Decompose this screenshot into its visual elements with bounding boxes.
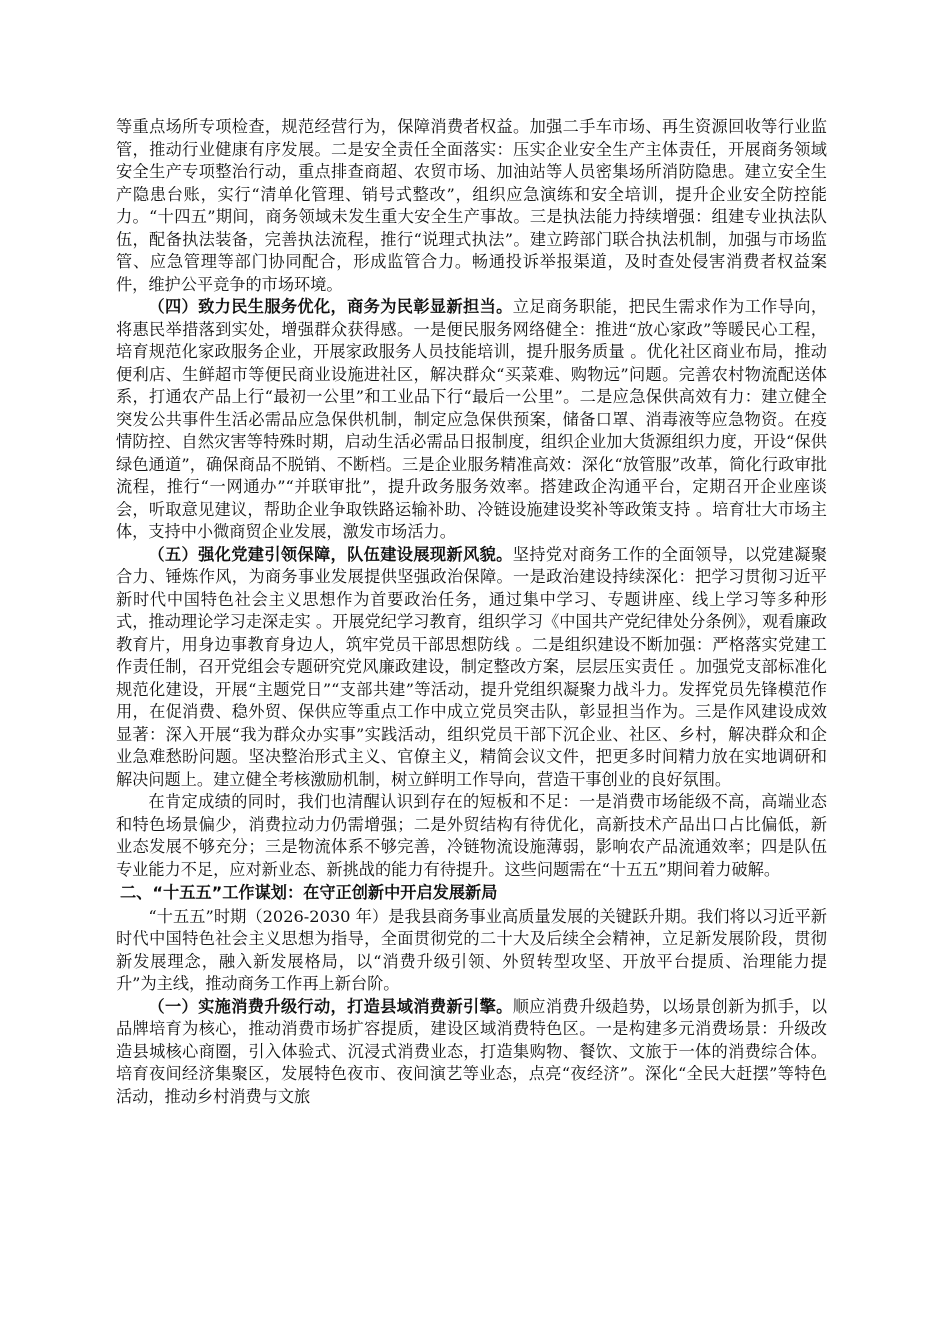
paragraph-2 [116,296,827,544]
subsection-lead-1: （一）实施消费升级行动，打造县域消费新引擎。 [148,996,513,1016]
paragraph-3 [116,544,827,792]
paragraph-6 [116,996,827,1109]
paragraph-3-body: 坚持党对商务工作的全面领导，以党建凝聚合力、锤炼作风，为商务事业发展提供坚强政治保障。一是政治建设持续深化：把学习贯彻习近平新时代中国特色社会主义思想作为首要政治任务，通过集中学习、专题讲座、线上学习等多种形式，推动理论学习走深走实 。开展党纪学习教育，组织学习《中国共产党纪律处分条例》，观看廉政教育片，用身边事教育身边人，筑牢党员干部思想防线 。二是组织建设不断加强：严格落实党建工作责任制，召开党组会专题研究党风廉政建设，制定整改方案，层层压实责任 。加强党支部标准化规范化建设，开展“主题党日”“支部共建”等活动，提升党组织凝聚力战斗力。发挥党员先锋模范作用，在促消费、稳外贸、保供应等重点工作中成立党员突击队，彰显担当作为。三是作风建设成效显著：深入开展“我为群众办实事”实践活动，组织党员干部下沉企业、社区、乡村，解决群众和企业急难愁盼问题。坚决整治形式主义、官僚主义，精简会议文件，把更多时间精力放在实地调研和解决问题上。建立健全考核激励机制，树立鲜明工作导向，营造干事创业的良好氛围。 [116,544,828,789]
paragraph-1: 等重点场所专项检查，规范经营行为，保障消费者权益。加强二手车市场、再生资源回收等行业监管，推动行业健康有序发展。二是安全责任全面落实：压实企业安全生产主体责任，开展商务领域安全生产专项整治行动，重点排查商超、农贸市场、加油站等人员密集场所消防隐患。建立安全生产隐患台账，实行“清单化管理、销号式整改”，组织应急演练和安全培训，提升企业安全防控能力。“十四五”期间，商务领域未发生重大安全生产事故。三是执法能力持续增强：组建专业执法队伍，配备执法装备，完善执法流程，推行“说理式执法”。建立跨部门联合执法机制，加强与市场监管、应急管理等部门协同配合，形成监管合力。畅通投诉举报渠道，及时查处侵害消费者权益案件，维护公平竞争的市场环境。 [116,117,827,294]
section-heading-2: 二、“十五五”工作谋划：在守正创新中开启发展新局 [120,883,498,902]
document-page [116,116,827,1108]
paragraph-4: 在肯定成绩的同时，我们也清醒认识到存在的短板和不足：一是消费市场能级不高，高端业态和特色场景偏少，消费拉动力仍需增强；二是外贸结构有待优化，高新技术产品出口占比偏低，新业态发展不够充分；三是物流体系不够完善，冷链物流设施薄弱，影响农产品流通效率；四是队伍专业能力不足，应对新业态、新挑战的能力有待提升。这些问题需在“十五五”期间着力破解。 [116,792,827,879]
section-lead-5: （五）强化党建引领保障，队伍建设展现新风貌。 [148,544,513,564]
paragraph-6-body: 顺应消费升级趋势，以场景创新为抓手，以品牌培育为核心，推动消费市场扩容提质，建设区域消费特色区。一是构建多元消费场景：升级改造县城核心商圈，引入体验式、沉浸式消费业态，打造集购物、餐饮、文旅于一体的消费综合体。培育夜间经济集聚区，发展特色夜市、夜间演艺等业态，点亮“夜经济”。深化“全民大赶摆”等特色活动，推动乡村消费与文旅 [116,996,828,1106]
paragraph-5: “十五五”时期（2026-2030 年）是我县商务事业高质量发展的关键跃升期。我们将以习近平新时代中国特色社会主义思想为指导，全面贯彻党的二十大及后续全会精神，立足新发展阶段，贯彻新发展理念，融入新发展格局，以“消费升级引领、外贸转型攻坚、开放平台提质、治理能力提升”为主线，推动商务工作再上新台阶。 [116,906,827,993]
section-lead-4: （四）致力民生服务优化，商务为民彰显新担当。 [148,297,513,316]
paragraph-2-body: 立足商务职能，把民生需求作为工作导向，将惠民举措落到实处，增强群众获得感。一是便民服务网络健全：推进“放心家政”等暖民心工程，培育规范化家政服务企业，开展家政服务人员技能培训，提升服务质量 。优化社区商业布局，推动便利店、生鲜超市等便民商业设施进社区，解决群众“买菜难、购物远”问题。完善农村物流配送体系，打通农产品上行“最初一公里”和工业品下行“最后一公里”。二是应急保供高效有力：建立健全突发公共事件生活必需品应急保供机制，制定应急保供预案，储备口罩、消毒液等应急物资。在疫情防控、自然灾害等特殊时期，启动生活必需品日报制度，组织企业加大货源组织力度，开设“保供绿色通道”，确保商品不脱销、不断档。三是企业服务精准高效：深化“放管服”改革，简化行政审批流程，推行“一网通办”“并联审批”，提升政务服务效率。搭建政企沟通平台，定期召开企业座谈会，听取意见建议，帮助企业争取铁路运输补助、冷链设施建设奖补等政策支持 。培育壮大市场主体，支持中小微商贸企业发展，激发市场活力。 [116,297,828,541]
